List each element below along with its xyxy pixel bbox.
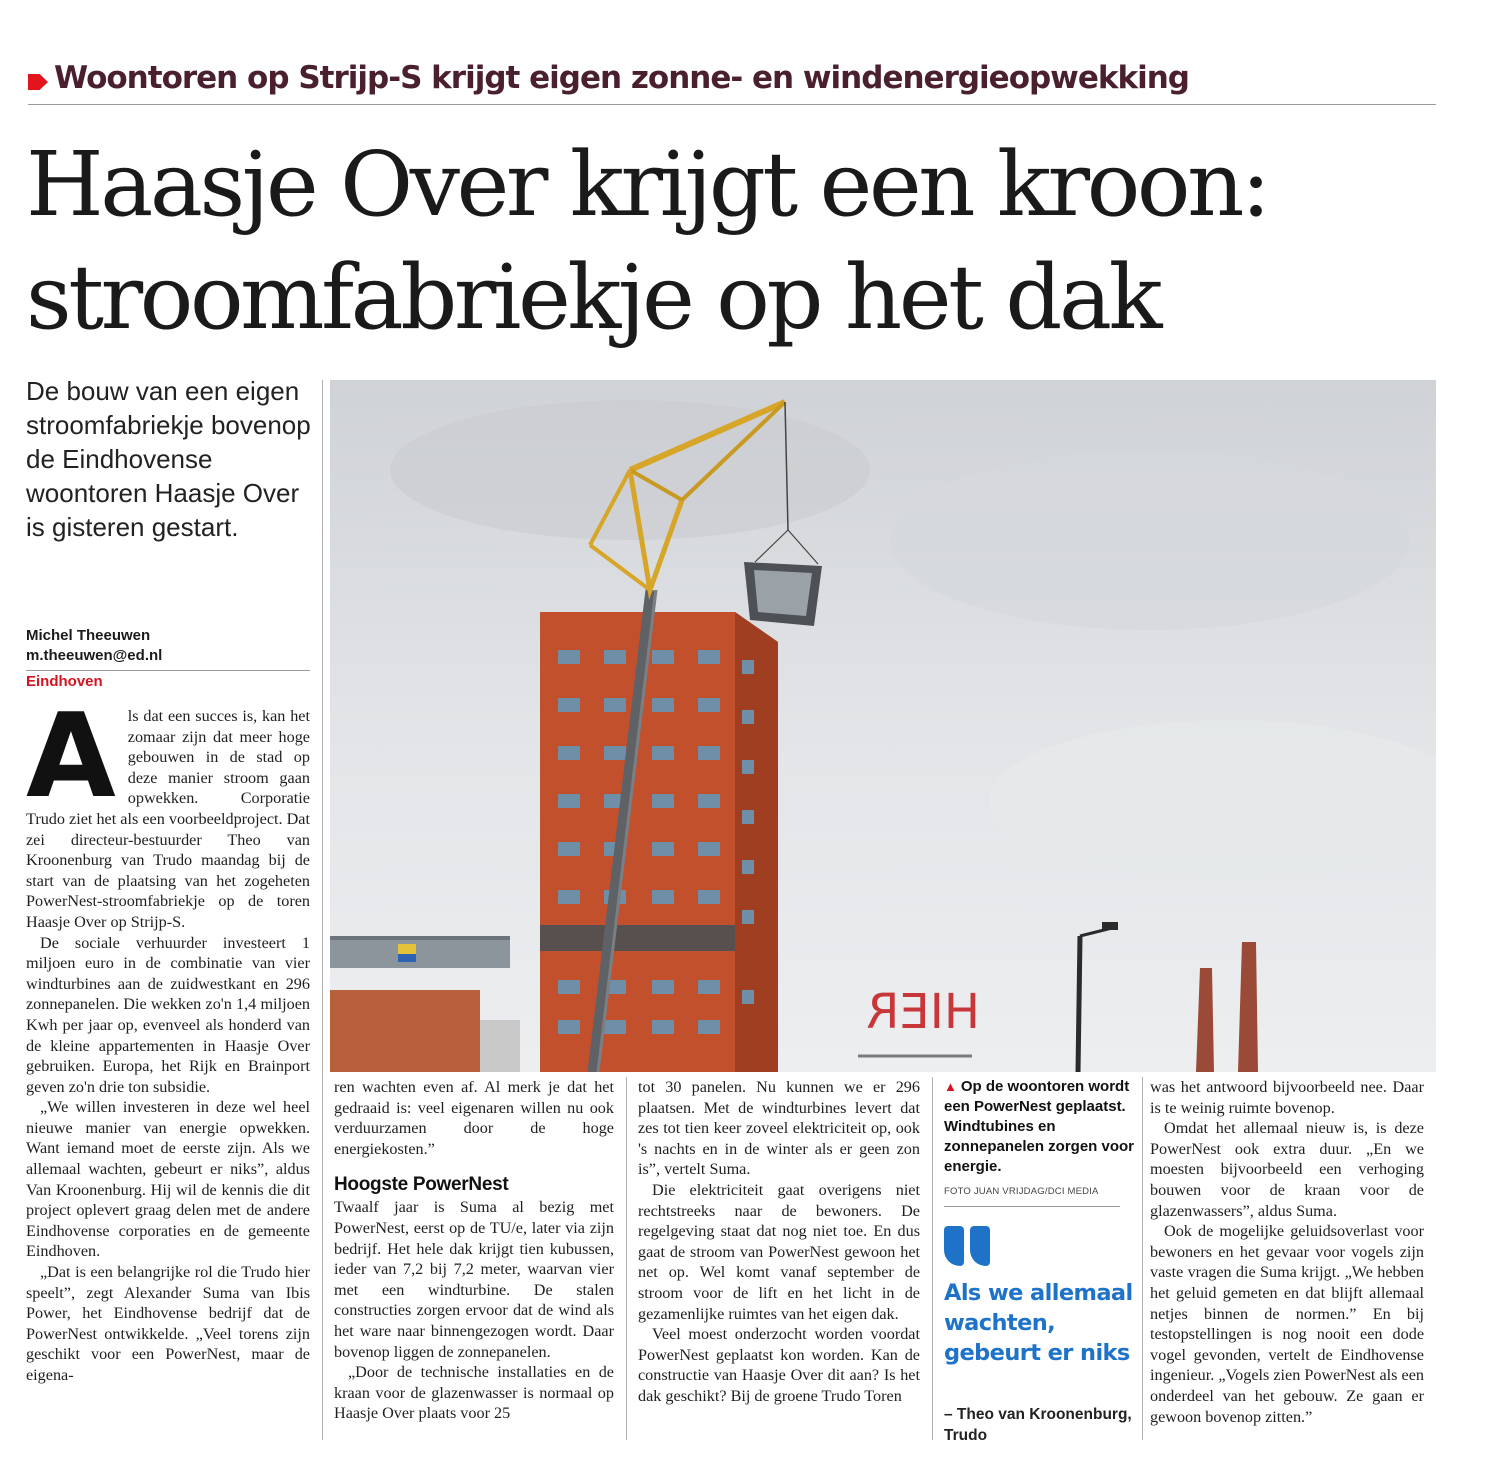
paragraph: ren wachten even af. Al merk je dat het gedraaid is: veel eigenaren willen nu ook verduurzamen door de hoge energiekosten.” <box>334 1078 614 1158</box>
subheading: Hoogste PowerNest <box>334 1174 509 1196</box>
body-column-5 <box>1150 1077 1424 1427</box>
column-divider <box>932 1077 933 1440</box>
intro-text: De bouw van een eigen stroomfabriekje bovenop de Eindhovense woontoren Haasje Over is gisteren gestart. <box>26 376 311 542</box>
article-photo <box>330 380 1436 1072</box>
paragraph-text: ls dat een succes is, kan het zomaar zijn dat meer hoge gebouwen in de stad op deze manier stroom gaan opwekken. Corporatie Trudo ziet het als een voorbeeldproject. Dat zei directeur-bestuurder Theo van Kroonenburg van Trudo maandag bij de start van de plaatsing van het zogeheten PowerNest-stroomfabriekje op de toren Haasje Over op Strijp-S. <box>26 707 310 931</box>
paragraph: „We willen investeren in deze wel heel nieuwe manier van energie opwekken. Want iemand moet de eerste zijn. Als we allemaal wachten, gebeurt er niks”, aldus Van Kroonenburg. Hij wil de kennis die dit project oplevert graag delen met de andere Eindhovense corporaties en de gemeente Eindhoven. <box>26 1098 310 1261</box>
headline <box>26 128 1268 354</box>
quote-mark-icon <box>944 1226 998 1272</box>
kicker-bar <box>28 60 1436 105</box>
photo-credit: FOTO JUAN VRIJDAG/DCI MEDIA <box>944 1186 1099 1197</box>
paragraph: Twaalf jaar is Suma al bezig met PowerNest, eerst op de TU/e, later via zijn bedrijf. Het hele dak krijgt tien kubussen, ieder van 7,2 bij 7,2 meter, waarvan vier met een windturbine. De stalen constructies zorgen ervoor dat de wind als het ware naar binnengezogen wordt. Daar bovenop liggen de zonnepanelen. <box>334 1198 614 1361</box>
byline <box>26 626 310 671</box>
column-divider <box>626 1077 627 1440</box>
pull-quote: Als we allemaal wachten, gebeurt er niks <box>944 1280 1133 1366</box>
author-name: Michel Theeuwen <box>26 627 151 644</box>
author-email[interactable]: m.theeuwen@ed.nl <box>26 647 163 664</box>
body-column-2 <box>334 1077 614 1424</box>
paragraph: tot 30 panelen. Nu kunnen we er 296 plaatsen. Met de windturbines levert dat zes tot tien keer zoveel elektriciteit op, ook 's nachts en in de winter als er geen zon is”, vertelt Suma. <box>638 1078 920 1179</box>
kicker-arrow-icon <box>28 74 48 90</box>
paragraph: Veel moest onderzocht worden voordat PowerNest geplaatst kon worden. Kan de constructie van Haasje Over dit aan? Is het dak geschikt? Bij de groene Trudo Toren <box>638 1325 920 1405</box>
pull-quote-attribution: – Theo van Kroonenburg, Trudo <box>944 1406 1132 1444</box>
kicker-text: Woontoren op Strijp-S krijgt eigen zonne- en windenergieopwekking <box>54 60 1189 96</box>
paragraph: „Door de technische installaties en de kraan voor de glazenwasser is normaal op Haasje Over plaats voor 25 <box>334 1363 614 1423</box>
paragraph: Ook de mogelijke geluidsoverlast voor bewoners en het gevaar voor vogels zijn vaste vragen die Suma krijgt. „We hebben het geluid gemeten en dat blijft allemaal netjes binnen de normen.” En bij testopstellingen is nog nooit een dode vogel gevonden, vertelt de Eindhovense ingenieur. „Vogels zien PowerNest als een onderdeel van het gebouw. Ze gaan er gewoon bovenop zitten.” <box>1150 1222 1424 1426</box>
paragraph: Die elektriciteit gaat overigens niet rechtstreeks naar de bewoners. De regelgeving staat dat nog niet toe. En dus gaat de stroom van PowerNest gewoon het net op. Wel komt vanaf september de stroom voor de lift en het licht in de gezamenlijke ruimtes van het eigen dak. <box>638 1180 920 1323</box>
dateline-location: Eindhoven <box>26 673 103 690</box>
column-divider <box>322 380 323 1440</box>
paragraph: De sociale verhuurder investeert 1 miljoen euro in de combinatie van vier windturbines aan de zuidwestkant en 296 zonnepanelen. Die wekken zo'n 1,4 miljoen Kwh per jaar op, evenveel als honderd van de kleine appartementen in Haasje Over gebruiken. Europa, het Rijk en Brainport geven zo'n drie ton subsidie. <box>26 933 310 1096</box>
paragraph <box>26 689 310 933</box>
body-column-1 <box>26 689 310 1386</box>
paragraph: Omdat het allemaal nieuw is, is deze PowerNest ook extra duur. „En we moesten bijvoorbeeld een verhoging bouwen voor de kraan voor de glazenwassers”, aldus Suma. <box>1150 1119 1424 1220</box>
paragraph: was het antwoord bijvoorbeeld nee. Daar is te weinig ruimte bovenop. <box>1150 1078 1424 1117</box>
headline-line-2: stroomfabriekje op het dak <box>26 245 1160 349</box>
headline-line-1: Haasje Over krijgt een kroon: <box>26 132 1268 236</box>
column-divider <box>1142 1077 1143 1440</box>
paragraph: „Dat is een belangrijke rol die Trudo hier speelt”, zegt Alexander Suma van Ibis Power, het Eindhovense bedrijf dat de PowerNest ontwikkelde. „Veel torens zijn geschikt voor een PowerNest, maar de eigena- <box>26 1263 310 1384</box>
hier-sign: HIER <box>866 984 980 1040</box>
caption-text: Op de woontoren wordt een PowerNest geplaatst. Windtubines en zonnepanelen zorgen voor energie. <box>944 1078 1135 1175</box>
drop-cap: A <box>26 689 116 824</box>
body-column-3 <box>638 1077 920 1407</box>
caption-triangle-icon: ▲ <box>944 1079 957 1094</box>
tower-crane-illustration <box>330 380 1436 1072</box>
quote-divider <box>944 1206 1120 1207</box>
photo-caption <box>944 1077 1140 1177</box>
